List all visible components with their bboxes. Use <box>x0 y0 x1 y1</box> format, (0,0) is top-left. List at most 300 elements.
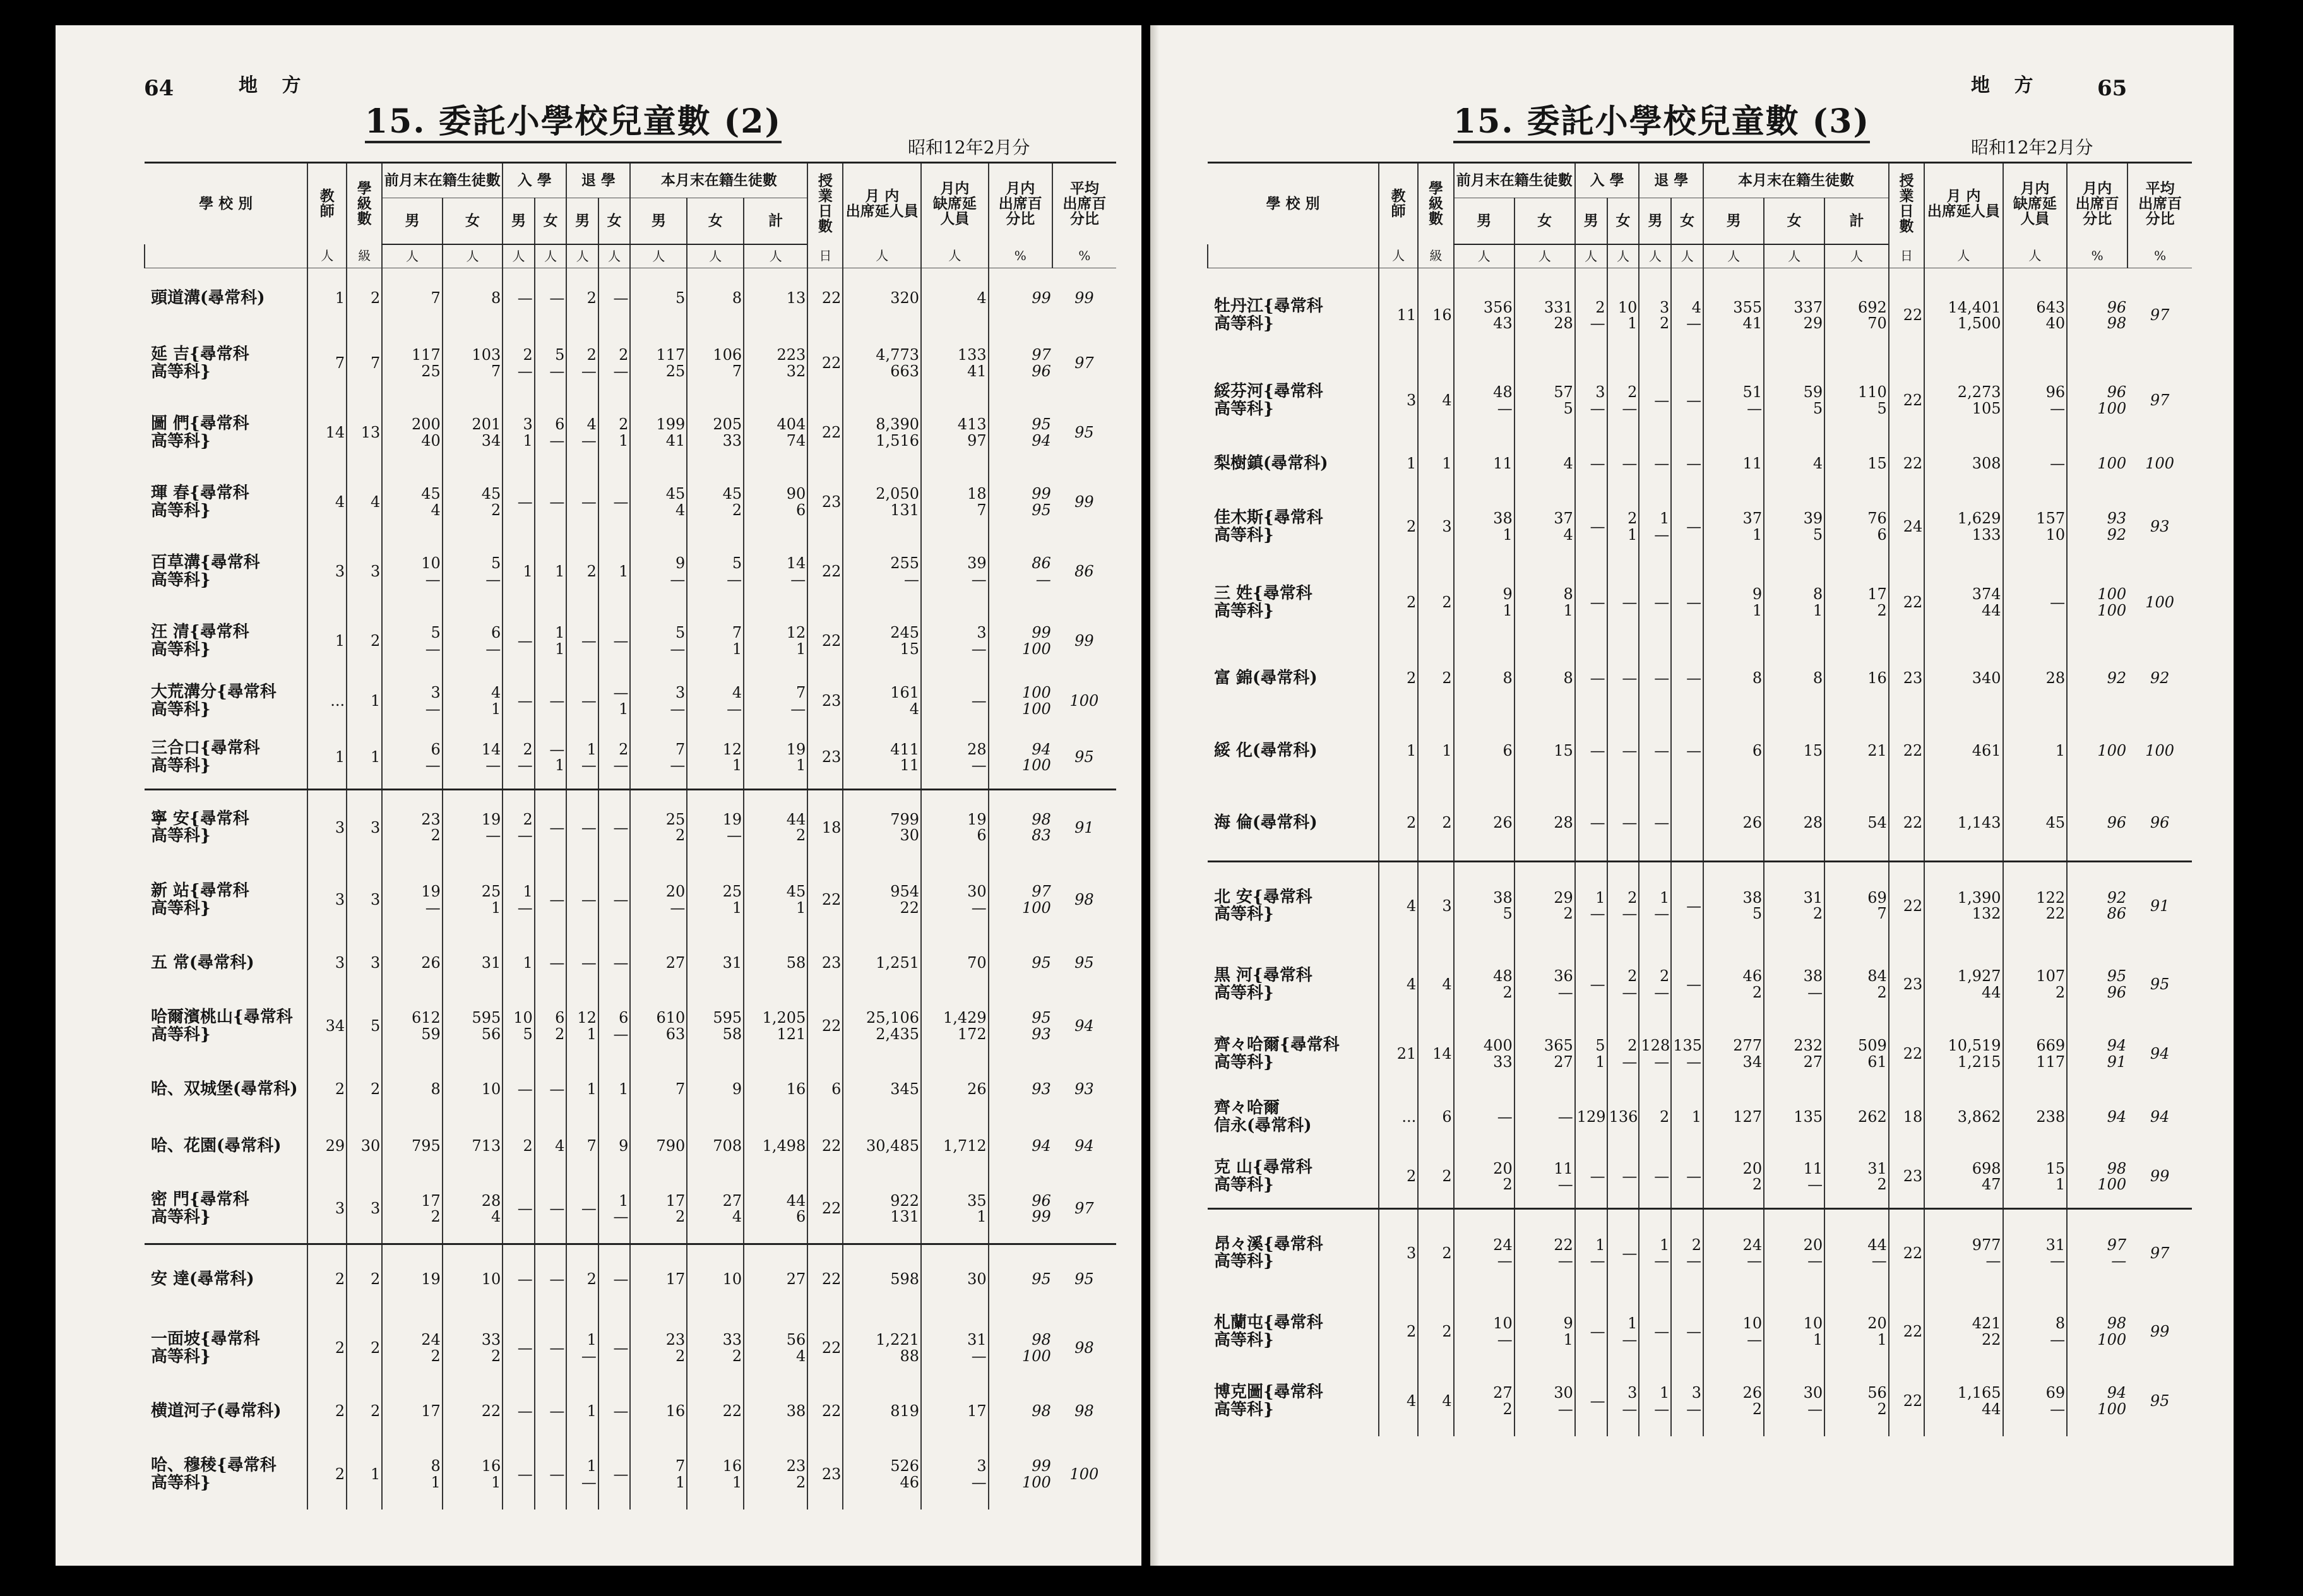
cell-abs: 45 <box>2003 786 2068 862</box>
cell-pm: 27 2 <box>1454 1367 1515 1436</box>
unit-cell: 人 <box>566 244 598 268</box>
cell-wf: 135 — <box>1671 1020 1703 1089</box>
cell-cm: 11 <box>1703 439 1764 489</box>
school-name: 一面坡{尋常科 高等科} <box>151 1330 260 1366</box>
unit-cell: 人 <box>535 244 567 268</box>
cell-avg: 91 <box>1052 790 1116 866</box>
cell-am: — <box>1575 717 1607 786</box>
cell-pct: 100 100 <box>2067 565 2127 641</box>
cell-cf: 28 <box>1764 786 1824 862</box>
school-name: 圖 們{尋常科 高等科} <box>151 414 249 451</box>
total-header: 計 <box>744 198 807 245</box>
school-name: 寧 安{尋常科 高等科} <box>145 790 307 866</box>
cell-t: 3 <box>307 1175 347 1244</box>
table-row <box>145 1440 1116 1510</box>
cell-am: — <box>503 268 535 329</box>
right-page <box>1150 25 2234 1566</box>
cell-ct: 76 6 <box>1824 489 1889 565</box>
cell-ct: 1,205 121 <box>744 992 807 1061</box>
cell-af: 4 <box>535 1118 567 1175</box>
female-header: 女 <box>1671 198 1703 245</box>
cell-wm: 2 — <box>1639 950 1671 1020</box>
cell-am: — <box>1575 565 1607 641</box>
cell-ct: 23 2 <box>744 1440 807 1510</box>
cell-am: — <box>503 1440 535 1510</box>
cell-cm: 38 5 <box>1703 862 1764 950</box>
cell-cm: 117 25 <box>630 329 687 398</box>
cell-pm: 23 2 <box>382 790 442 866</box>
cell-wf: 1 <box>598 1061 631 1118</box>
unit-cell: % <box>2067 244 2127 268</box>
cell-wm: 1 — <box>566 1314 598 1383</box>
cell-af: — <box>535 1314 567 1383</box>
cell-c: 2 <box>1418 1146 1453 1209</box>
cell-ct: 12 1 <box>744 607 807 676</box>
cell-af: — <box>1607 439 1639 489</box>
cell-pm: 24 — <box>1454 1209 1515 1297</box>
cell-abs: 15 1 <box>2003 1146 2068 1209</box>
cell-wm: 1 — <box>566 1440 598 1510</box>
cell-d: 22 <box>807 866 843 935</box>
unit-cell: 日 <box>807 244 843 268</box>
header-row <box>1208 163 2192 198</box>
cell-pct: 96 99 <box>989 1175 1052 1244</box>
cell-wf: — <box>598 866 631 935</box>
cell-cm: 20 — <box>630 866 687 935</box>
cell-af: — <box>535 468 567 537</box>
cell-ct: 223 32 <box>744 329 807 398</box>
unit-cell: % <box>1052 244 1116 268</box>
cell-c: 14 <box>1418 1020 1453 1089</box>
cell-d: 22 <box>1889 363 1924 439</box>
cell-am: 2 — <box>503 790 535 866</box>
cell-pct: 96 98 <box>2067 268 2127 363</box>
cell-att: 374 44 <box>1924 565 2002 641</box>
cell-c: 2 <box>1418 786 1453 862</box>
cell-abs: 96 — <box>2003 363 2068 439</box>
cell-af: 10 1 <box>1607 268 1639 363</box>
cell-af: — <box>1607 641 1639 717</box>
cell-c: 2 <box>1418 565 1453 641</box>
cell-d: 22 <box>1889 786 1924 862</box>
cell-am: 1 — <box>1575 1209 1607 1297</box>
cell-avg: 95 <box>1074 953 1094 972</box>
cell-pm: 20 2 <box>1454 1146 1515 1209</box>
school-name: 安 達(尋常科) <box>145 1244 307 1314</box>
school-header: 學 校 別 <box>1208 163 1379 245</box>
table-row <box>145 866 1116 935</box>
cell-pm: 38 1 <box>1454 489 1515 565</box>
school-name: 三合口{尋常科 高等科} <box>151 739 260 775</box>
cell-abs: — <box>2003 565 2068 641</box>
cell-pct: 98 83 <box>989 790 1052 866</box>
cell-wm: 1 — <box>1639 1209 1671 1297</box>
cell-d: 22 <box>1889 862 1924 950</box>
cell-wf <box>1671 786 1703 862</box>
cell-wf: — <box>1671 862 1703 950</box>
cell-wf: 1 <box>1671 1089 1703 1146</box>
cell-pf: 331 28 <box>1515 268 1575 363</box>
cell-pm: 117 25 <box>382 329 442 398</box>
cell-cm: 23 2 <box>630 1314 687 1383</box>
cell-avg: 94 <box>2150 1107 2170 1126</box>
cell-cf: 8 <box>687 268 744 329</box>
cell-d: 22 <box>1889 1297 1924 1367</box>
cell-wf: — <box>1671 363 1703 439</box>
table-row <box>145 1061 1116 1118</box>
cell-abs: 17 <box>921 1383 989 1440</box>
cell-t: 14 <box>307 398 347 468</box>
cell-am: — <box>503 1314 535 1383</box>
unit-cell: % <box>989 244 1052 268</box>
table-row <box>1208 950 2192 1020</box>
cell-c: 2 <box>1418 1297 1453 1367</box>
cell-att: 320 <box>843 268 921 329</box>
cell-att: 25,106 2,435 <box>843 992 921 1061</box>
female-header: 女 <box>443 198 503 245</box>
cell-pct: 96 <box>2067 786 2127 862</box>
cell-cf: 12 1 <box>687 727 744 790</box>
cell-wf: — <box>1671 950 1703 1020</box>
cell-avg: 100 <box>2145 741 2174 759</box>
table-row <box>1208 1089 2192 1146</box>
cell-d: 22 <box>807 1244 843 1314</box>
cell-cf: 205 33 <box>687 398 744 468</box>
cell-af: — <box>535 268 567 329</box>
cell-cm: 9 1 <box>1703 565 1764 641</box>
cell-af: — <box>1607 786 1639 862</box>
cell-c: 3 <box>1418 862 1453 950</box>
days-header: 授 業 日 數 <box>807 163 843 245</box>
cell-wf: — <box>1671 489 1703 565</box>
units-blank <box>1208 244 1379 268</box>
unit-cell: 人 <box>1575 244 1607 268</box>
female-header: 女 <box>1764 198 1824 245</box>
cell-d: 22 <box>807 992 843 1061</box>
cell-pm: 10 — <box>1454 1297 1515 1367</box>
school-name: 海 倫(尋常科) <box>1214 813 1318 833</box>
school-name: 横道河子(尋常科) <box>151 1401 282 1420</box>
cell-af: 1 1 <box>535 607 567 676</box>
cell-att: 922 131 <box>843 1175 921 1244</box>
cell-ct: 20 1 <box>1824 1297 1889 1367</box>
cell-c: 2 <box>347 607 382 676</box>
table-row <box>1208 1146 2192 1209</box>
cell-avg: 99 <box>1074 631 1094 650</box>
male-header: 男 <box>1639 198 1671 245</box>
table-row <box>145 268 1116 329</box>
cell-d: 23 <box>807 468 843 537</box>
cell-pm: 26 <box>382 935 442 992</box>
cell-att: 14,401 1,500 <box>1924 268 2002 363</box>
cell-ct: 45 1 <box>744 866 807 935</box>
cell-pm: 612 59 <box>382 992 442 1061</box>
cell-cf: 595 58 <box>687 992 744 1061</box>
cell-t: 3 <box>1379 1209 1418 1297</box>
cell-abs: 1 <box>2003 717 2068 786</box>
cell-t: 1 <box>1379 717 1418 786</box>
cell-pf: 8 <box>1515 641 1575 717</box>
cell-c: 30 <box>347 1118 382 1175</box>
cell-d: 22 <box>1889 1209 1924 1297</box>
cell-ct: 509 61 <box>1824 1020 1889 1089</box>
cell-wf: 3 — <box>1671 1367 1703 1436</box>
cell-t: 3 <box>307 790 347 866</box>
cell-cf: 45 2 <box>687 468 744 537</box>
cell-pct: 95 <box>989 935 1052 992</box>
cell-att: 819 <box>843 1383 921 1440</box>
withdrawal-header: 退 學 <box>566 163 630 198</box>
female-header: 女 <box>1607 198 1639 245</box>
school-name: 克 山{尋常科 高等科} <box>1214 1158 1312 1194</box>
cell-am: — <box>503 607 535 676</box>
cell-abs: 70 <box>921 935 989 992</box>
cell-d: 22 <box>807 268 843 329</box>
cell-c: 4 <box>347 468 382 537</box>
cell-pct: 92 86 <box>2067 862 2127 950</box>
cell-ct: 44 — <box>1824 1209 1889 1297</box>
cell-ct: 110 5 <box>1824 363 1889 439</box>
cell-pct: 94 100 <box>2067 1367 2127 1436</box>
cell-cm: 127 <box>1703 1089 1764 1146</box>
cell-avg: 99 <box>1074 289 1094 307</box>
cell-avg: 95 <box>1074 423 1094 441</box>
cell-cf: 4 — <box>687 676 744 727</box>
cell-wm: 1 — <box>1639 489 1671 565</box>
cell-pm: 17 <box>382 1383 442 1440</box>
table-row <box>145 790 1116 866</box>
cell-att: 308 <box>1924 439 2002 489</box>
cell-ct: 1,498 <box>744 1118 807 1175</box>
cell-cf: 8 <box>1764 641 1824 717</box>
cell-wm: 1 — <box>1639 862 1671 950</box>
cell-t: 2 <box>1379 489 1418 565</box>
cell-cf: 106 7 <box>687 329 744 398</box>
cell-ct: 14 — <box>744 537 807 607</box>
cell-am: — <box>1575 1297 1607 1367</box>
cell-att: 340 <box>1924 641 2002 717</box>
male-header: 男 <box>1454 198 1515 245</box>
cell-pm: 26 <box>1454 786 1515 862</box>
cell-ct: 31 2 <box>1824 1146 1889 1209</box>
cell-pm: 19 — <box>382 866 442 935</box>
cell-wf: — <box>598 268 631 329</box>
cell-pm: 8 1 <box>382 1440 442 1510</box>
days-header: 授 業 日 數 <box>1889 163 1924 245</box>
cell-d: 22 <box>807 1314 843 1383</box>
cell-cm: 46 2 <box>1703 950 1764 1020</box>
school-name: 汪 清{尋常科 高等科} <box>151 622 249 659</box>
cell-abs: 69 — <box>2003 1367 2068 1436</box>
unit-cell: 人 <box>1379 244 1418 268</box>
cell-wm: — <box>566 790 598 866</box>
cell-pct: 99 95 <box>989 468 1052 537</box>
cell-att: 1,143 <box>1924 786 2002 862</box>
cell-t: 4 <box>1379 1367 1418 1436</box>
cell-abs: 28 <box>2003 641 2068 717</box>
school-name: 哈、双城堡(尋常科) <box>151 1079 298 1099</box>
cell-ct: 15 <box>1824 439 1889 489</box>
cell-att: 8,390 1,516 <box>843 398 921 468</box>
cell-avg: 100 <box>2145 593 2174 611</box>
prev-enrolled-header: 前月末在籍生徒數 <box>1454 163 1575 198</box>
cell-pf: 10 <box>443 1061 503 1118</box>
page-title-text: 15. 委託小學校兒童數 (3) <box>1453 102 1870 143</box>
cell-abs: 39 — <box>921 537 989 607</box>
cell-ct: 27 <box>744 1244 807 1314</box>
school-name: 齊々哈爾 信永(尋常科) <box>1214 1099 1312 1135</box>
cell-ct: 262 <box>1824 1089 1889 1146</box>
cell-pf: 4 1 <box>443 676 503 727</box>
male-header: 男 <box>630 198 687 245</box>
female-header: 女 <box>1515 198 1575 245</box>
page-number: 65 <box>2097 76 2127 101</box>
unit-cell: 人 <box>843 244 921 268</box>
cell-pct: 98 100 <box>2067 1297 2127 1367</box>
cell-avg: 91 <box>2127 862 2192 950</box>
cell-wf: — <box>1671 1146 1703 1209</box>
cell-wf: — <box>598 790 631 866</box>
cell-pf: 14 — <box>443 727 503 790</box>
cell-cf: 7 1 <box>687 607 744 676</box>
teachers-header: 教 師 <box>1379 163 1418 245</box>
unit-cell: 人 <box>307 244 347 268</box>
cell-af: — 1 <box>535 727 567 790</box>
cell-ct: 44 6 <box>744 1175 807 1244</box>
cell-c: 1 <box>1418 717 1453 786</box>
cell-pm: 48 2 <box>1454 950 1515 1020</box>
cell-wf: — <box>598 935 631 992</box>
school-name: 牡丹江{尋常科 高等科} <box>1214 297 1323 333</box>
cell-t: 2 <box>307 1440 347 1510</box>
unit-cell: 人 <box>598 244 631 268</box>
cell-pm: 48 — <box>1454 363 1515 439</box>
cell-af: 6 2 <box>535 992 567 1061</box>
school-name: 哈、花園(尋常科) <box>151 1136 282 1155</box>
cell-am: — <box>1575 950 1607 1020</box>
cell-d: 22 <box>1889 1367 1924 1436</box>
school-table <box>144 162 1116 1510</box>
units-row <box>145 244 1116 268</box>
table-row <box>145 727 1116 790</box>
cell-abs: 3 — <box>921 1440 989 1510</box>
unit-cell: 人 <box>1607 244 1639 268</box>
cell-pct: 100 <box>2067 717 2127 786</box>
page-title <box>365 95 782 142</box>
cell-abs: 8 — <box>2003 1297 2068 1367</box>
cell-cf: 232 27 <box>1764 1020 1824 1089</box>
teachers-header: 教 師 <box>307 163 347 245</box>
cell-avg: 97 <box>2150 306 2170 325</box>
school-name: 新 站{尋常科 高等科} <box>151 881 249 918</box>
cell-wm: — <box>566 607 598 676</box>
cell-wf: 2 — <box>1671 1209 1703 1297</box>
cell-cf: 708 <box>687 1118 744 1175</box>
male-header: 男 <box>503 198 535 245</box>
cell-pf: 5 — <box>443 537 503 607</box>
cell-pct: 95 93 <box>989 992 1052 1061</box>
unit-cell: 人 <box>1824 244 1889 268</box>
cell-pm: 3 — <box>382 676 442 727</box>
cell-cf: 10 <box>687 1244 744 1314</box>
cell-pm: 24 2 <box>382 1314 442 1383</box>
cell-abs: 3 — <box>921 607 989 676</box>
cell-wf: 2 — <box>598 727 631 790</box>
cell-att: 345 <box>843 1061 921 1118</box>
cell-wm: — <box>566 935 598 992</box>
cell-att: 245 15 <box>843 607 921 676</box>
table-row <box>1208 489 2192 565</box>
cell-cf: 38 — <box>1764 950 1824 1020</box>
cell-att: 977 — <box>1924 1209 2002 1297</box>
cell-c: 6 <box>1418 1089 1453 1146</box>
cell-pf: 29 2 <box>1515 862 1575 950</box>
cell-abs: 28 — <box>921 727 989 790</box>
avg-pct-header: 平均 出席百 分比 <box>1052 163 1116 245</box>
school-name: 頭道溝(尋常科) <box>151 289 265 308</box>
cell-af: — <box>1607 1209 1639 1297</box>
cell-pf: 33 2 <box>443 1314 503 1383</box>
cell-wm: 12 1 <box>566 992 598 1061</box>
cell-att: 161 4 <box>843 676 921 727</box>
cell-ct: 13 <box>744 268 807 329</box>
cell-wm: 2 <box>566 268 598 329</box>
cell-pct: 94 <box>2067 1089 2127 1146</box>
cell-avg: 100 <box>1069 691 1099 710</box>
cell-wm: 4 — <box>566 398 598 468</box>
cell-avg: 100 <box>2145 454 2174 472</box>
cell-abs: 669 117 <box>2003 1020 2068 1089</box>
cell-cf: 5 — <box>687 537 744 607</box>
cell-abs: — <box>2003 439 2068 489</box>
cell-avg: 93 <box>1074 1080 1094 1098</box>
cell-abs: 30 — <box>921 866 989 935</box>
cell-wm: — <box>1639 786 1671 862</box>
cell-pct: 94 91 <box>2067 1020 2127 1089</box>
cell-wm: — <box>566 468 598 537</box>
cell-pct: 93 92 <box>2067 489 2127 565</box>
cell-d: 24 <box>1889 489 1924 565</box>
cell-wm: — <box>1639 363 1671 439</box>
cell-pct: 98 100 <box>2067 1146 2127 1209</box>
cell-am: — <box>1575 439 1607 489</box>
cell-avg: 99 <box>2150 1322 2170 1340</box>
cell-ct: 16 <box>1824 641 1889 717</box>
table-row <box>145 935 1116 992</box>
cell-pf: 19 — <box>443 790 503 866</box>
school-name: 百草溝{尋常科 高等科} <box>151 553 260 590</box>
cell-am: — <box>1575 1367 1607 1436</box>
cell-pf: 6 — <box>443 607 503 676</box>
cell-pm: 5 — <box>382 607 442 676</box>
cell-t: ... <box>307 676 347 727</box>
cell-af: 2 — <box>1607 950 1639 1020</box>
cell-cm: 51 — <box>1703 363 1764 439</box>
table-row <box>145 1244 1116 1314</box>
cell-pct: 97 96 <box>989 329 1052 398</box>
cell-abs: 31 — <box>921 1314 989 1383</box>
female-header: 女 <box>535 198 567 245</box>
unit-cell: 人 <box>630 244 687 268</box>
cell-am: — <box>1575 489 1607 565</box>
unit-cell: 人 <box>1515 244 1575 268</box>
cell-wm: 7 <box>566 1118 598 1175</box>
table-row <box>1208 862 2192 950</box>
cell-wf: — <box>598 1314 631 1383</box>
table-row <box>1208 717 2192 786</box>
school-name: 密 門{尋常科 高等科} <box>151 1190 249 1227</box>
cell-att: 421 22 <box>1924 1297 2002 1367</box>
